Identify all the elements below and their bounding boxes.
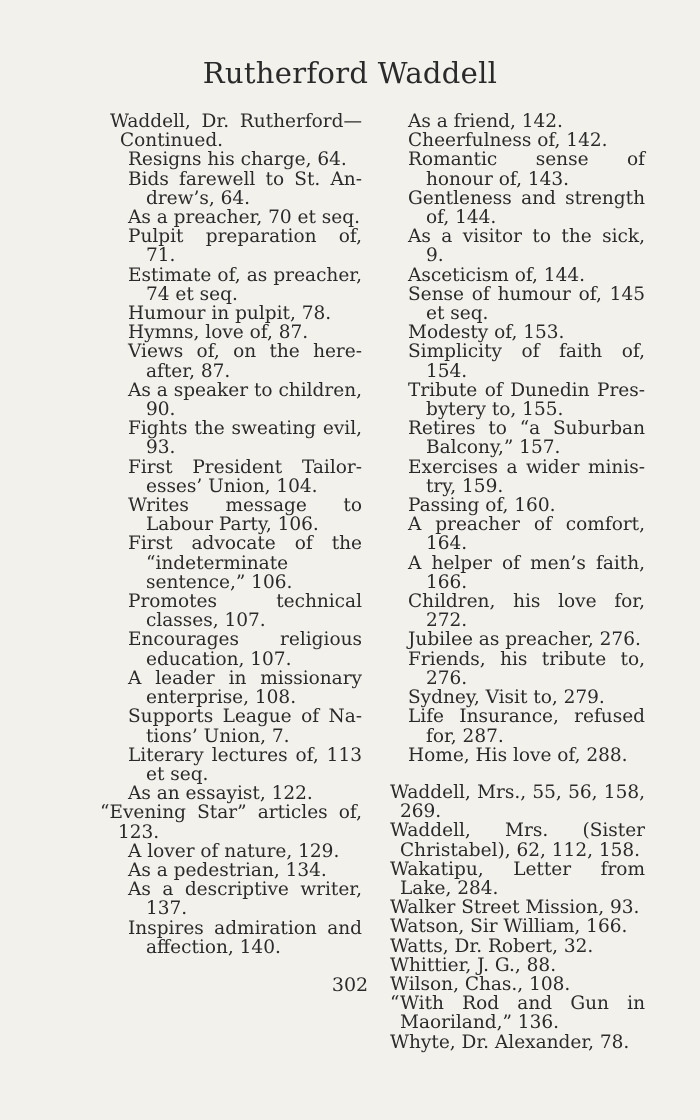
- index-subentry: Supports League of Nations’ Union, 7.: [128, 706, 362, 747]
- index-column-right: [390, 112, 645, 1052]
- index-subentry: Encourages religious education, 107.: [128, 629, 362, 670]
- index-subentry: Jubilee as preacher, 276.: [408, 629, 641, 651]
- index-entry: Whittier, J. G., 88.: [390, 954, 557, 976]
- index-subentry: As a friend, 142.: [408, 111, 563, 132]
- index-entry: Waddell, Mrs., 55, 56, 158, 269.: [390, 781, 645, 823]
- index-subentry: Exercises a wider ministry, 159.: [408, 456, 645, 497]
- index-subentry: Simplicity of faith of, 154.: [408, 341, 645, 382]
- index-subentry: Estimate of, as preacher, 74 et seq.: [128, 264, 362, 305]
- index-subentry: As a visitor to the sick, 9.: [408, 226, 645, 267]
- index-entry: Watson, Sir William, 166.: [390, 916, 628, 938]
- index-subentry: Romantic sense of honour of, 143.: [408, 149, 645, 190]
- index-entry: Waddell, Dr. Rutherford— Continued.: [110, 111, 362, 152]
- index-entry: “With Rod and Gun in Maoriland,” 136.: [390, 993, 645, 1034]
- index-subentry: Hymns, love of, 87.: [128, 322, 309, 344]
- index-subentry: As a pedestrian, 134.: [128, 859, 327, 881]
- index-subentry: A preacher of comfort, 164.: [408, 514, 645, 555]
- index-subentry: Passing of, 160.: [408, 495, 556, 517]
- index-subentry: As a preacher, 70 et seq.: [128, 207, 360, 229]
- index-subentry: Gentleness and strength of, 144.: [408, 187, 645, 229]
- index-entry: Wilson, Chas., 108.: [390, 973, 571, 995]
- index-subentry: Views of, on the hereafter, 87.: [128, 341, 362, 382]
- index-subentry: A leader in missionary enterprise, 108.: [128, 667, 362, 709]
- index-entry: Whyte, Dr. Alexander, 78.: [390, 1031, 630, 1053]
- index-subentry: Modesty of, 153.: [408, 322, 565, 344]
- index-subentry: Tribute of Dunedin Presbytery to, 155.: [408, 379, 645, 421]
- index-subentry: First President Tailoresses’ Union, 104.: [128, 456, 362, 497]
- index-subentry: Bids farewell to St. Andrew’s, 64.: [128, 168, 362, 209]
- index-subentry: Friends, his tribute to, 276.: [408, 648, 645, 689]
- index-subentry: Humour in pulpit, 78.: [128, 303, 332, 325]
- index-subentry: Inspires admiration and affection, 140.: [128, 917, 362, 958]
- index-subentry: Pulpit preparation of, 71.: [128, 226, 362, 267]
- index-subentry: Home, His love of, 288.: [408, 744, 628, 766]
- index-subentry: Retires to “a Suburban Balcony,” 157.: [408, 418, 645, 459]
- index-subentry: “Evening Star” articles of, 123.: [100, 802, 362, 843]
- index-entry: Watts, Dr. Robert, 32.: [390, 935, 594, 957]
- index-subentry: A lover of nature, 129.: [128, 840, 340, 862]
- index-subentry: Sense of humour of, 145 et seq.: [408, 283, 645, 325]
- index-subentry: Children, his love for, 272.: [408, 591, 645, 632]
- index-entry: Waddell, Mrs. (Sister Christabel), 62, 112, 158.: [390, 820, 645, 861]
- index-entry: Walker Street Mission, 93.: [390, 897, 640, 919]
- index-subentry: Cheerfulness of, 142.: [408, 130, 608, 152]
- index-subentry: Life Insurance, refused for, 287.: [408, 706, 645, 747]
- page-number: 302: [331, 974, 369, 996]
- index-subentry: Sydney, Visit to, 279.: [408, 687, 605, 709]
- index-subentry: As a speaker to children, 90.: [128, 379, 362, 421]
- index-subentry: As an essayist, 122.: [128, 783, 313, 805]
- index-subentry: Fights the sweating evil, 93.: [128, 418, 362, 459]
- index-entry: Wakatipu, Letter from Lake, 284.: [390, 858, 645, 899]
- index-subentry: First advocate of the “indeterminate sentence,” 106.: [128, 533, 362, 593]
- index-subentry: Resigns his charge, 64.: [128, 149, 347, 171]
- index-subentry: As a descriptive writer, 137.: [128, 879, 362, 920]
- index-subentry: Literary lectures of, 113 et seq.: [128, 744, 362, 785]
- index-column-left: [100, 111, 362, 958]
- page-header-title: Rutherford Waddell: [202, 56, 498, 90]
- index-subentry: Asceticism of, 144.: [408, 264, 585, 286]
- index-subentry: Writes message to Labour Party, 106.: [128, 495, 362, 536]
- index-subentry: Promotes technical classes, 107.: [128, 591, 362, 632]
- index-subentry: A helper of men’s faith, 166.: [408, 552, 645, 593]
